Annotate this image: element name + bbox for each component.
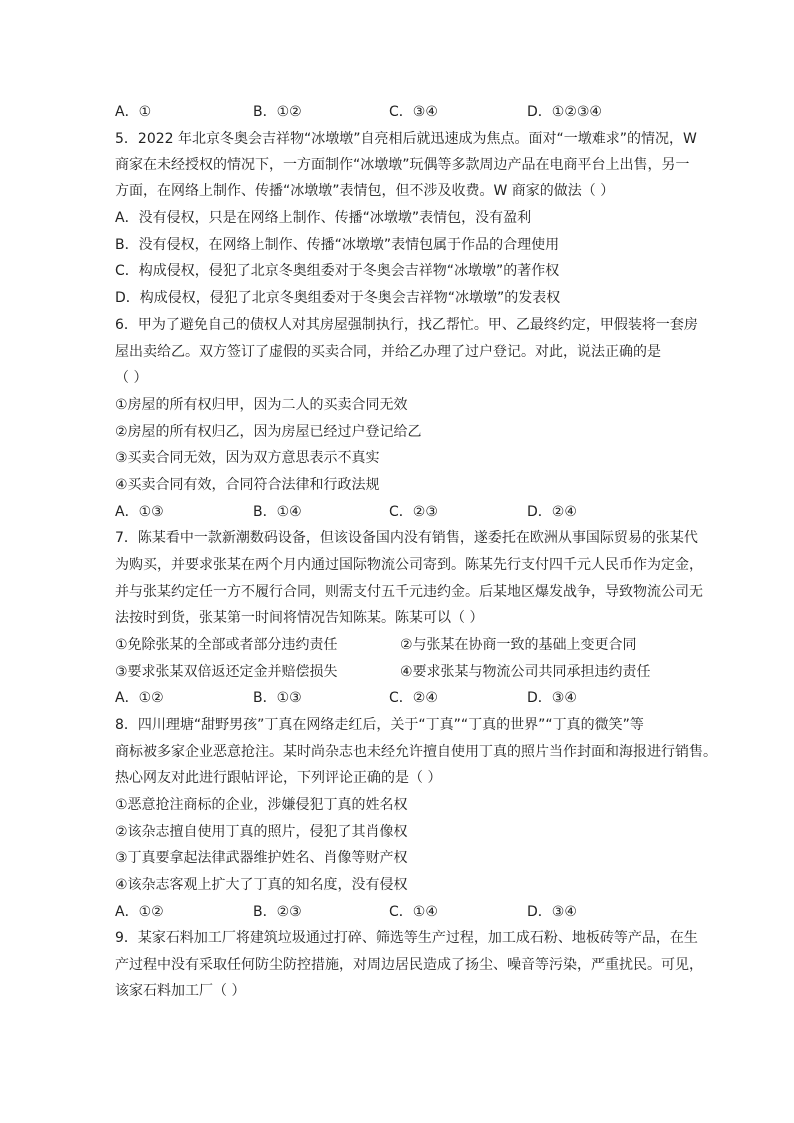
q7-stem-line: 为购买，并要求张某在两个月内通过国际物流公司寄到。陈某先行支付四千元人民币作为定金， — [115, 557, 703, 573]
q5-option-c: C．构成侵权，侵犯了北京冬奥组委对于冬奥会吉祥物“冰墩墩”的著作权 — [115, 263, 560, 279]
q8-choice-a: A．①② — [115, 904, 164, 920]
q7-choice-d: D．③④ — [527, 690, 577, 706]
q8-stem-line: 商标被多家企业恶意抢注。某时尚杂志也未经允许擅自使用丁真的照片当作封面和海报进行销售。 — [115, 744, 717, 760]
q6-statement-2: ②房屋的所有权归乙，因为房屋已经过户登记给乙 — [115, 424, 422, 440]
q7-stem-line: 7．陈某看中一款新潮数码设备，但该设备国内没有销售，遂委托在欧洲从事国际贸易的张某代 — [115, 530, 698, 546]
q8-stem-line: 热心网友对此进行跟帖评论，下列评论正确的是（ ） — [115, 770, 442, 786]
q6-stem-line: 6．甲为了避免自己的债权人对其房屋强制执行，找乙帮忙。甲、乙最终约定，甲假装将一套房 — [115, 317, 698, 333]
top-option-c: C．③④ — [389, 104, 438, 120]
q8-statement-2: ②该杂志擅自使用丁真的照片，侵犯了其肖像权 — [115, 824, 408, 840]
q5-stem-line: 商家在未经授权的情况下，一方面制作“冰墩墩”玩偶等多款周边产品在电商平台上出售，另一 — [115, 157, 690, 173]
q7-statement-4: ④要求张某与物流公司共同承担违约责任 — [400, 664, 651, 680]
q6-stem-line: （ ） — [115, 370, 148, 386]
q8-statement-3: ③丁真要拿起法律武器维护姓名、肖像等财产权 — [115, 850, 408, 866]
q8-choice-b: B．②③ — [253, 904, 302, 920]
q7-statement-3: ③要求张某双倍返还定金并赔偿损失 — [115, 664, 338, 680]
q5-option-b: B．没有侵权，在网络上制作、传播“冰墩墩”表情包属于作品的合理使用 — [115, 237, 560, 253]
q8-stem-line: 8．四川理塘“甜野男孩”丁真在网络走红后，关于“丁真”“丁真的世界”“丁真的微笑”等 — [115, 717, 644, 733]
q8-statement-1: ①恶意抢注商标的企业，涉嫌侵犯丁真的姓名权 — [115, 797, 408, 813]
q6-choice-a: A．①③ — [115, 504, 164, 520]
q6-statement-3: ③买卖合同无效，因为双方意思表示不真实 — [115, 450, 380, 466]
q7-choice-b: B．①③ — [253, 690, 302, 706]
q7-choice-c: C．②④ — [389, 690, 438, 706]
q8-statement-4: ④该杂志客观上扩大了丁真的知名度，没有侵权 — [115, 877, 408, 893]
q5-stem-line: 方面，在网络上制作、传播“冰墩墩”表情包，但不涉及收费。W 商家的做法（ ） — [115, 183, 615, 199]
q7-choice-a: A．①② — [115, 690, 164, 706]
q7-statement-2: ②与张某在协商一致的基础上变更合同 — [400, 637, 637, 653]
q6-statement-1: ①房屋的所有权归甲，因为二人的买卖合同无效 — [115, 397, 408, 413]
top-option-b: B．①② — [253, 104, 302, 120]
q7-stem-line: 法按时到货，张某第一时间将情况告知陈某。陈某可以（ ） — [115, 610, 484, 626]
top-option-d: D．①②③④ — [527, 104, 602, 120]
q6-choice-b: B．①④ — [253, 504, 302, 520]
q6-choice-d: D．②④ — [527, 504, 577, 520]
q6-statement-4: ④买卖合同有效，合同符合法律和行政法规 — [115, 477, 380, 493]
q5-option-a: A．没有侵权，只是在网络上制作、传播“冰墩墩”表情包，没有盈利 — [115, 210, 532, 226]
q7-statement-1: ①免除张某的全部或者部分违约责任 — [115, 637, 338, 653]
q6-stem-line: 屋出卖给乙。双方签订了虚假的买卖合同，并给乙办理了过户登记。对此，说法正确的是 — [115, 344, 661, 360]
q5-option-d: D．构成侵权，侵犯了北京冬奥组委对于冬奥会吉祥物“冰墩墩”的发表权 — [115, 290, 561, 306]
q9-stem-line: 9．某家石料加工厂将建筑垃圾通过打碎、筛选等生产过程，加工成石粉、地板砖等产品，在生 — [115, 930, 698, 946]
q5-stem-line: 5．2022 年北京冬奥会吉祥物“冰墩墩”自亮相后就迅速成为焦点。面对“一墩难求”的情况，W — [115, 131, 697, 147]
q8-choice-c: C．①④ — [389, 904, 438, 920]
q9-stem-line: 产过程中没有采取任何防尘防控措施，对周边居民造成了扬尘、噪音等污染，严重扰民。可见， — [115, 957, 703, 973]
top-option-a: A．① — [115, 104, 152, 120]
q7-stem-line: 并与张某约定任一方不履行合同，则需支付五千元违约金。后某地区爆发战争，导致物流公司无 — [115, 584, 703, 600]
q9-stem-line: 该家石料加工厂（ ） — [115, 983, 246, 999]
q6-choice-c: C．②③ — [389, 504, 438, 520]
q8-choice-d: D．③④ — [527, 904, 577, 920]
